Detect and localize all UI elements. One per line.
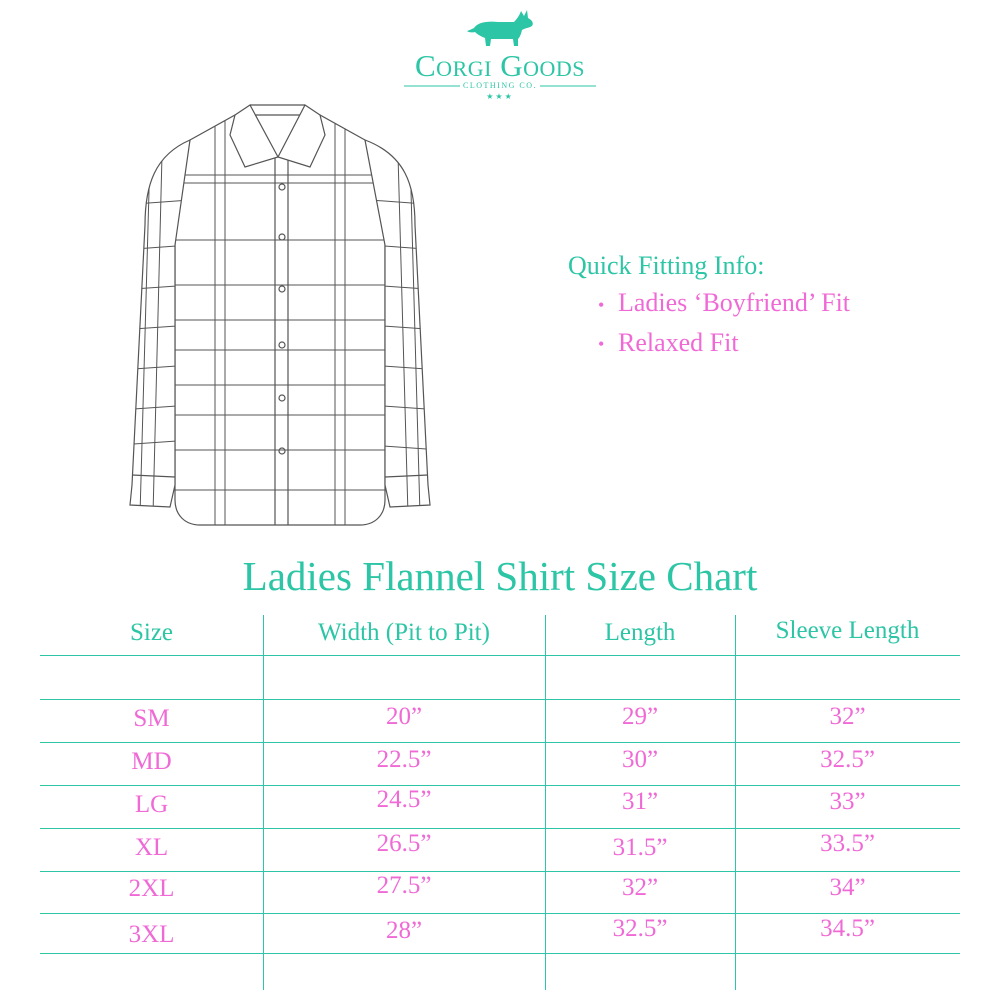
table-cell-size: MD [131,748,172,775]
column-header-size: Size [129,619,174,646]
table-cell-width: 20” [385,703,423,730]
table-cell-sleeve-length: 33” [829,788,866,815]
table-cell-size: LG [134,791,169,818]
table-cell-sleeve-length: 32.5” [820,746,875,773]
table-cell-length: 31.5” [612,834,668,861]
table-cell-size: 3XL [128,921,175,948]
bullet-icon: • [598,294,605,315]
brand-name: Corgi Goods [415,48,585,83]
brand-subtitle: CLOTHING CO. [463,81,537,90]
table-divider [40,913,960,914]
brand-stars: ★★★ [486,92,514,101]
table-cell-sleeve-length: 32” [829,703,866,730]
size-chart-title: Ladies Flannel Shirt Size Chart [242,553,758,599]
bullet-icon: • [598,334,605,355]
table-cell-length: 31” [621,788,659,815]
table-cell-size: SM [133,705,170,732]
table-divider [40,699,960,700]
table-cell-length: 32.5” [612,915,668,942]
table-divider [40,828,960,829]
table-cell-width: 28” [385,917,423,944]
table-cell-size: XL [134,834,169,861]
table-cell-length: 30” [621,746,659,773]
fit-info-item-label: Relaxed Fit [618,327,739,357]
table-cell-width: 26.5” [376,830,432,857]
table-cell-sleeve-length: 34.5” [820,915,875,942]
table-cell-width: 27.5” [376,872,432,899]
column-header-sleeve-length: Sleeve Length [775,617,920,644]
table-cell-size: 2XL [128,875,175,902]
fit-info-item-label: Ladies ‘Boyfriend’ Fit [618,288,851,317]
fit-info-title: Quick Fitting Info: [568,251,765,280]
column-header-length: Length [604,619,676,646]
table-cell-width: 24.5” [376,786,432,813]
table-divider [40,953,960,954]
table-cell-width: 22.5” [376,746,432,773]
table-cell-length: 29” [621,703,659,730]
table-divider [40,655,960,656]
table-cell-sleeve-length: 34” [829,874,866,901]
table-cell-length: 32” [621,874,659,901]
table-divider [40,742,960,743]
table-cell-sleeve-length: 33.5” [820,830,875,857]
column-header-width: Width (Pit to Pit) [318,619,490,646]
